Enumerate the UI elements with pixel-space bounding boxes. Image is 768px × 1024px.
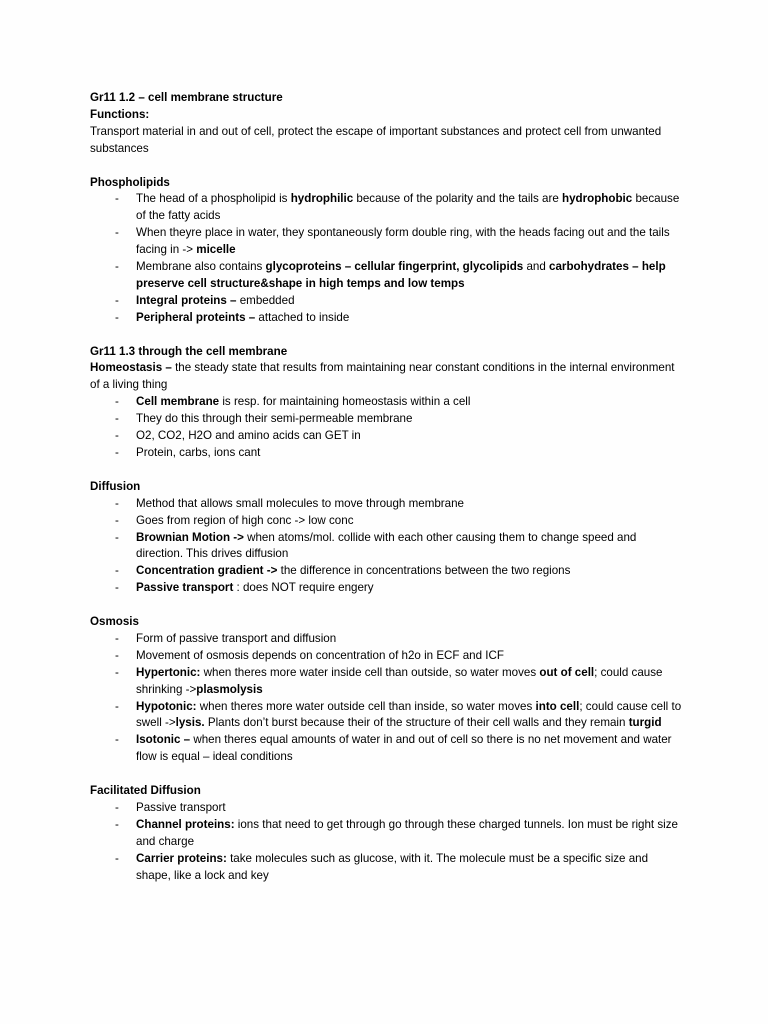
- dash-bullet-icon: -: [115, 429, 119, 443]
- section-osmosis: [90, 614, 686, 766]
- paragraph: [90, 124, 686, 158]
- list-item: [90, 732, 686, 766]
- dash-bullet-icon: -: [115, 581, 119, 595]
- dash-bullet-icon: -: [115, 293, 119, 307]
- bold-text: Passive transport: [136, 581, 234, 595]
- section-membrane: [90, 90, 686, 158]
- section-facilitated-diffusion: [90, 783, 686, 884]
- text-run: the difference in concentrations between the two regions: [277, 564, 571, 578]
- list-item: [90, 310, 686, 327]
- list-item: [90, 851, 686, 885]
- list-item: [90, 411, 686, 428]
- list-item: [90, 428, 686, 445]
- text-run: ions that need to get through go through these charged tunnels. Ion must be right size and charge: [136, 817, 678, 848]
- section-heading: Osmosis: [90, 615, 139, 629]
- list-item: [90, 665, 686, 699]
- list-item: [90, 530, 686, 564]
- section-heading: Facilitated Diffusion: [90, 784, 201, 798]
- text-run: Method that allows small molecules to move through membrane: [136, 496, 464, 510]
- bullet-list: [90, 800, 686, 885]
- text-run: is resp. for maintaining homeostasis within a cell: [219, 395, 471, 409]
- text-run: Passive transport: [136, 800, 226, 814]
- list-item: [90, 496, 686, 513]
- bold-text: glycoproteins – cellular fingerprint, glycolipids: [265, 260, 524, 274]
- section-spacer: [90, 766, 686, 783]
- bold-text: into cell: [535, 699, 580, 713]
- section-through-membrane: [90, 344, 686, 462]
- dash-bullet-icon: -: [115, 395, 119, 409]
- dash-bullet-icon: -: [115, 733, 119, 747]
- text-run: ; could cause cell to swell ->: [136, 699, 682, 730]
- dash-bullet-icon: -: [115, 851, 119, 865]
- list-item: [90, 699, 686, 733]
- list-item: [90, 445, 686, 462]
- section-spacer: [90, 597, 686, 614]
- bold-text: Channel proteins:: [136, 817, 235, 831]
- text-run: when theres equal amounts of water in and out of cell so there is no net movement and water flow is equal – ideal conditions: [136, 733, 672, 764]
- text-run: when theres more water outside cell than inside, so water moves: [196, 699, 536, 713]
- bold-text: turgid: [628, 716, 662, 730]
- bullet-list: [90, 631, 686, 766]
- list-item: [90, 563, 686, 580]
- section-spacer: [90, 462, 686, 479]
- text-run: O2, CO2, H2O and amino acids can GET in: [136, 429, 361, 443]
- section-diffusion: [90, 479, 686, 597]
- section-heading: Gr11 1.2 – cell membrane structure: [90, 91, 283, 104]
- dash-bullet-icon: -: [115, 192, 119, 206]
- bullet-list: [90, 394, 686, 462]
- bold-text: hydrophilic: [290, 192, 354, 206]
- bold-text: lysis.: [175, 716, 205, 730]
- section-heading: Functions:: [90, 107, 150, 121]
- text-run: ; could cause shrinking ->: [136, 665, 663, 696]
- text-run: because of the fatty acids: [136, 192, 680, 223]
- section-heading: Phospholipids: [90, 175, 170, 189]
- bold-text: hydrophobic: [562, 192, 633, 206]
- dash-bullet-icon: -: [115, 665, 119, 679]
- bold-text: Hypotonic:: [136, 699, 197, 713]
- text-run: Goes from region of high conc -> low conc: [136, 513, 354, 527]
- text-run: They do this through their semi-permeable membrane: [136, 412, 413, 426]
- list-item: [90, 225, 686, 259]
- bold-text: Homeostasis –: [90, 361, 172, 375]
- list-item: [90, 631, 686, 648]
- list-item: [90, 394, 686, 411]
- dash-bullet-icon: -: [115, 648, 119, 662]
- text-run: Plants don’t burst because their of the structure of their cell walls and they remain: [204, 716, 629, 730]
- text-run: and: [523, 260, 550, 274]
- dash-bullet-icon: -: [115, 446, 119, 459]
- list-item: [90, 580, 686, 597]
- text-run: attached to inside: [255, 310, 350, 324]
- section-spacer: [90, 327, 686, 344]
- text-run: : does NOT require engery: [233, 581, 374, 595]
- list-item: [90, 648, 686, 665]
- section-spacer: [90, 158, 686, 175]
- text-run: the steady state that results from maintaining near constant conditions in the internal environment of a living thing: [90, 361, 675, 392]
- text-run: when theres more water inside cell than outside, so water moves: [200, 665, 540, 679]
- dash-bullet-icon: -: [115, 412, 119, 426]
- bold-text: Hypertonic:: [136, 665, 201, 679]
- list-item: [90, 293, 686, 310]
- text-run: when atoms/mol. collide with each other causing them to change speed and direction. This drives diffusion: [136, 530, 637, 561]
- dash-bullet-icon: -: [115, 631, 119, 645]
- section-heading: Gr11 1.3 through the cell membrane: [90, 344, 288, 358]
- text-run: The head of a phospholipid is: [136, 192, 291, 206]
- text-run: Protein, carbs, ions cant: [136, 446, 261, 459]
- bullet-list: [90, 496, 686, 597]
- list-item: [90, 513, 686, 530]
- dash-bullet-icon: -: [115, 513, 119, 527]
- bold-text: Concentration gradient ->: [136, 564, 278, 578]
- dash-bullet-icon: -: [115, 530, 119, 544]
- text-run: Movement of osmosis depends on concentration of h2o in ECF and ICF: [136, 648, 504, 662]
- text-run: take molecules such as glucose, with it. The molecule must be a specific size and shape, like a lock and key: [136, 851, 649, 882]
- dash-bullet-icon: -: [115, 800, 119, 814]
- paragraph: [90, 360, 686, 394]
- dash-bullet-icon: -: [115, 226, 119, 240]
- bold-text: out of cell: [539, 665, 595, 679]
- dash-bullet-icon: -: [115, 699, 119, 713]
- text-run: Transport material in and out of cell, protect the escape of important substances and protect cell from unwanted substances: [90, 124, 662, 155]
- bold-text: carbohydrates – help preserve cell structure&shape in high temps and low temps: [136, 260, 666, 290]
- bullet-list: [90, 191, 686, 326]
- list-item: [90, 800, 686, 817]
- dash-bullet-icon: -: [115, 496, 119, 510]
- dash-bullet-icon: -: [115, 310, 119, 324]
- section-phospholipids: [90, 175, 686, 327]
- bold-text: Carrier proteins:: [136, 851, 227, 865]
- text-run: because of the polarity and the tails are: [353, 192, 563, 206]
- bold-text: Cell membrane: [136, 395, 220, 409]
- list-item: [90, 259, 686, 293]
- section-heading: Diffusion: [90, 479, 141, 493]
- list-item: [90, 817, 686, 851]
- bold-text: Brownian Motion ->: [136, 530, 244, 544]
- bold-text: Peripheral proteints –: [136, 310, 256, 324]
- dash-bullet-icon: -: [115, 817, 119, 831]
- bold-text: Integral proteins –: [136, 293, 237, 307]
- dash-bullet-icon: -: [115, 260, 119, 274]
- text-run: Form of passive transport and diffusion: [136, 631, 337, 645]
- bold-text: micelle: [196, 243, 236, 257]
- list-item: [90, 191, 686, 225]
- text-run: When theyre place in water, they spontaneously form double ring, with the heads facing out and the tails facing in ->: [136, 226, 670, 257]
- dash-bullet-icon: -: [115, 564, 119, 578]
- bold-text: plasmolysis: [196, 682, 263, 696]
- document-body: [90, 90, 686, 885]
- text-run: embedded: [236, 293, 295, 307]
- bold-text: Isotonic –: [136, 733, 191, 747]
- text-run: Membrane also contains: [136, 260, 266, 274]
